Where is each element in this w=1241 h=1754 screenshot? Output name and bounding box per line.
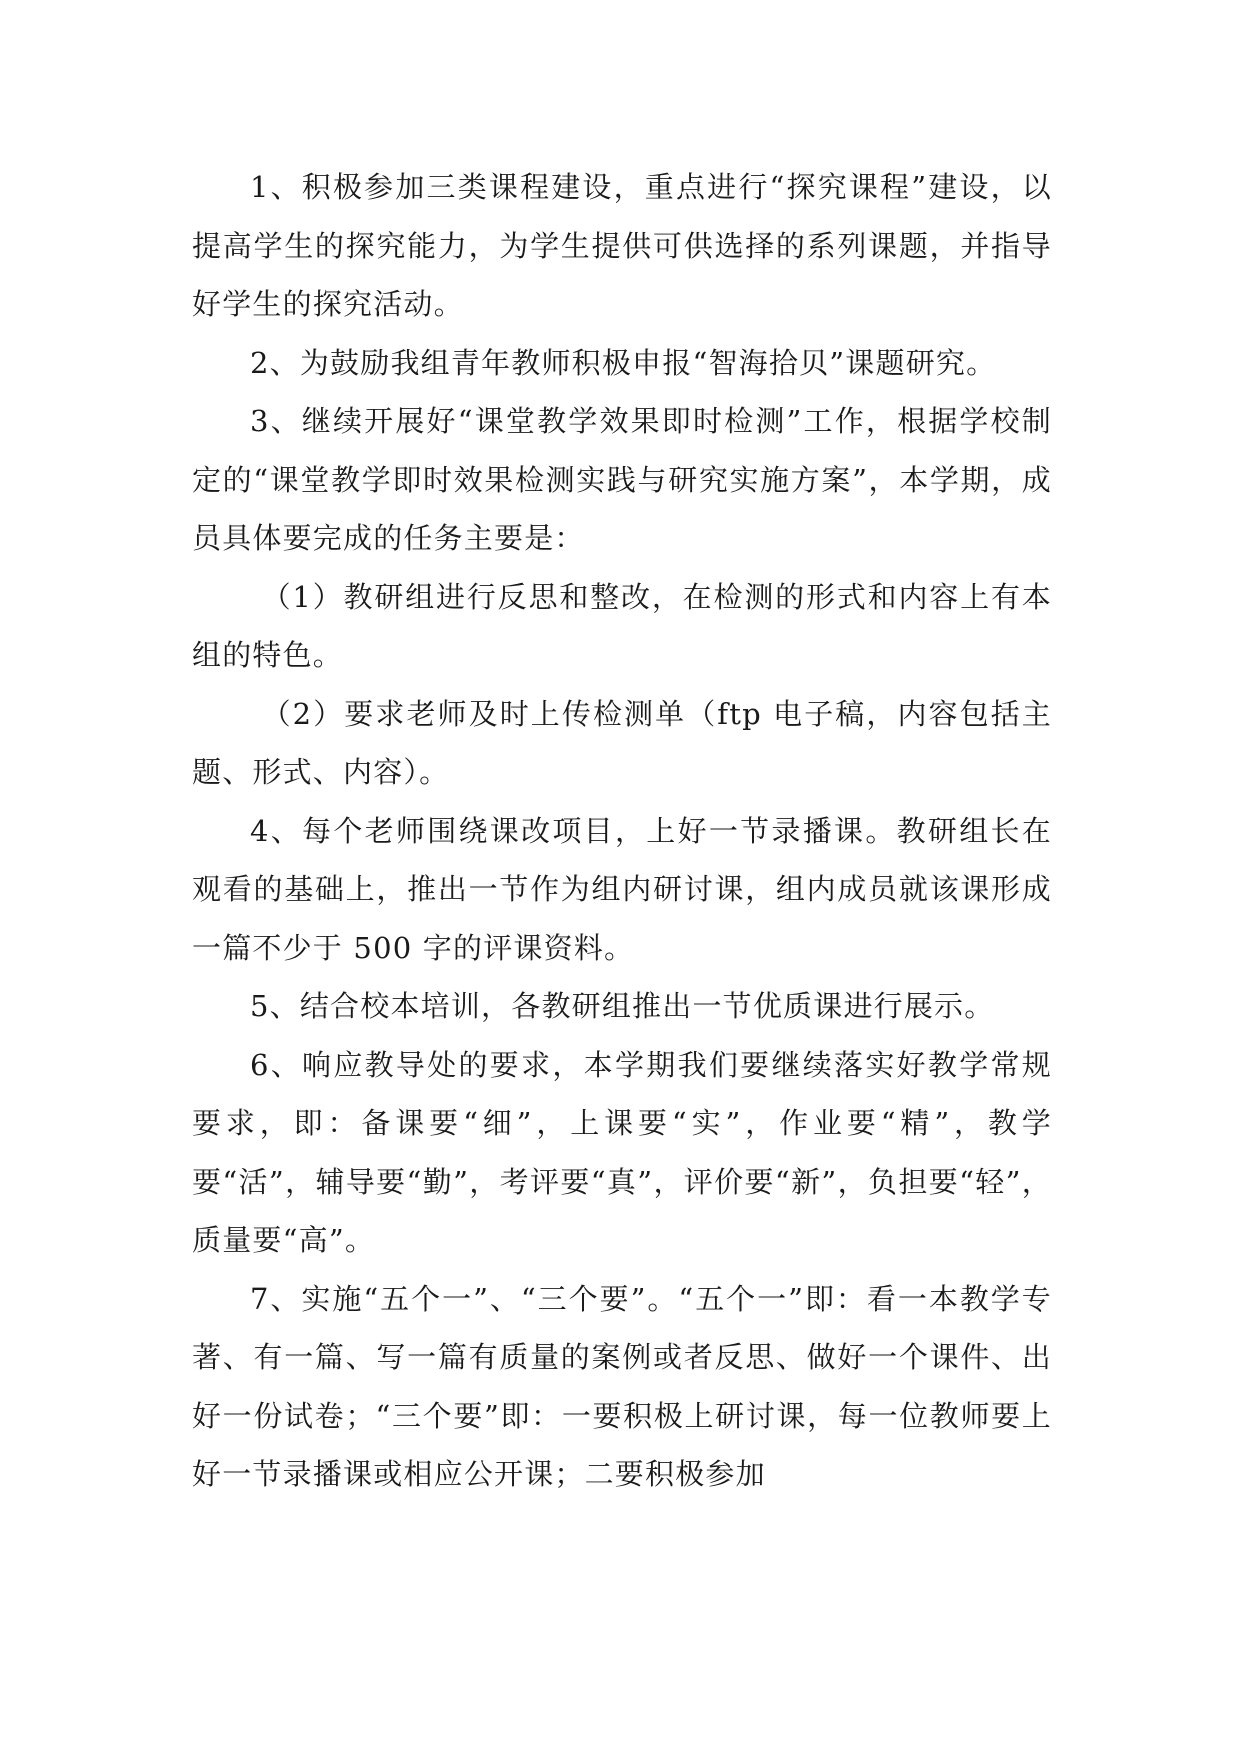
paragraph-item-1: 1、积极参加三类课程建设，重点进行“探究课程”建设，以提高学生的探究能力，为学生提供可供选择的系列课题，并指导好学生的探究活动。 [192,170,1052,321]
paragraph-item-2: 2、为鼓励我组青年教师积极申报“智海拾贝”课题研究。 [250,345,997,380]
paragraph-item-6: 6、响应教导处的要求，本学期我们要继续落实好教学常规要求，即：备课要“细”，上课要“实”，作业要“精”，教学要“活”，辅导要“勤”，考评要“真”，评价要“新”，负担要“轻”，质量要“高”。 [192,1047,1052,1257]
paragraph-item-5: 5、结合校本培训，各教研组推出一节优质课进行展示。 [250,989,995,1023]
paragraph-subitem-1: （1）教研组进行反思和整改，在检测的形式和内容上有本组的特色。 [192,579,1052,672]
paragraph-item-3: 3、继续开展好“课堂教学效果即时检测”工作，根据学校制定的“课堂教学即时效果检测实践与研究实施方案”，本学期，成员具体要完成的任务主要是： [192,404,1052,555]
paragraph-item-4: 4、每个老师围绕课改项目，上好一节录播课。教研组长在观看的基础上，推出一节作为组内研讨课，组内成员就该课形成一篇不少于 500 字的评课资料。 [192,813,1052,965]
paragraph-subitem-2: （2）要求老师及时上传检测单（ftp 电子稿，内容包括主题、形式、内容）。 [192,696,1052,789]
document-body [192,158,1052,1504]
paragraph-item-7: 7、实施“五个一”、“三个要”。“五个一”即：看一本教学专著、有一篇、写一篇有质量的案例或者反思、做好一个课件、出好一份试卷；“三个要”即：一要积极上研讨课，每一位教师要上好一节录播课或相应公开课；二要积极参加 [192,1281,1052,1491]
